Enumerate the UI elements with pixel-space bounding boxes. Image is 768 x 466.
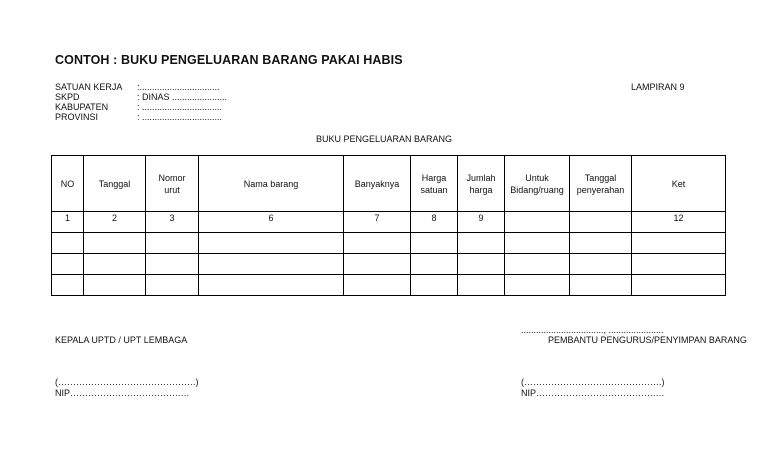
signature-right-name: (……………………………………….) [521, 377, 665, 387]
table-cell [632, 275, 726, 296]
header-nomor-urut: Nomor urut [146, 156, 199, 212]
column-number: 1 [52, 212, 84, 233]
signature-right-nip: NIP………………………………….… [521, 388, 665, 398]
table-cell [632, 233, 726, 254]
column-number [570, 212, 632, 233]
column-number: 9 [458, 212, 505, 233]
header-nama-barang: Nama barang [199, 156, 344, 212]
table-cell [52, 275, 84, 296]
header-no: NO [52, 156, 84, 212]
table-cell [84, 275, 146, 296]
signature-left-title: KEPALA UPTD / UPT LEMBAGA [55, 335, 188, 345]
lampiran-label: LAMPIRAN 9 [631, 82, 685, 92]
meta-value-skpd: : DINAS ...................... [137, 92, 228, 102]
column-number: 2 [84, 212, 146, 233]
table-cell [84, 254, 146, 275]
table-cell [199, 254, 344, 275]
document-title: CONTOH : BUKU PENGELUARAN BARANG PAKAI HABIS [55, 53, 403, 67]
header-ket: Ket [632, 156, 726, 212]
table-cell [505, 275, 570, 296]
table-row [52, 233, 726, 254]
header-tanggal-penyerahan: Tanggal penyerahan [570, 156, 632, 212]
table-cell [146, 275, 199, 296]
meta-label-skpd: SKPD [55, 92, 80, 102]
header-untuk-bidang: Untuk Bidang/ruang [505, 156, 570, 212]
header-banyaknya: Banyaknya [344, 156, 411, 212]
meta-label-kabupaten: KABUPATEN [55, 102, 109, 112]
meta-label-satuan-kerja: SATUAN KERJA [55, 82, 123, 92]
table-cell [52, 233, 84, 254]
header-harga-satuan: Harga satuan [411, 156, 458, 212]
meta-value-satuan-kerja: :................................ [137, 82, 220, 92]
expenditure-table [51, 155, 726, 296]
header-tanggal: Tanggal [84, 156, 146, 212]
column-number [505, 212, 570, 233]
table-cell [52, 254, 84, 275]
signature-left-nip: NIP……………………………….… [55, 388, 190, 398]
column-number: 3 [146, 212, 199, 233]
signature-place-date: ................................., ...................... [521, 325, 664, 335]
table-cell [458, 275, 505, 296]
table-row [52, 254, 726, 275]
table-row [52, 275, 726, 296]
table-cell [505, 254, 570, 275]
table-title: BUKU PENGELUARAN BARANG [315, 134, 453, 144]
table-cell [411, 233, 458, 254]
table-cell [344, 254, 411, 275]
meta-value-kabupaten: : ................................ [137, 102, 223, 112]
column-number: 6 [199, 212, 344, 233]
table-cell [411, 254, 458, 275]
table-cell [411, 275, 458, 296]
column-number: 8 [411, 212, 458, 233]
table-header-row [52, 156, 726, 212]
column-number-row [52, 212, 726, 233]
table-cell [570, 254, 632, 275]
meta-label-provinsi: PROVINSI [55, 112, 99, 122]
table-cell [505, 233, 570, 254]
table-cell [146, 254, 199, 275]
table-cell [632, 254, 726, 275]
table-cell [458, 233, 505, 254]
table-cell [344, 233, 411, 254]
table-cell [199, 275, 344, 296]
table-cell [344, 275, 411, 296]
table-cell [199, 233, 344, 254]
signature-left-name: (……………………………………….) [55, 377, 199, 387]
column-number: 12 [632, 212, 726, 233]
table-cell [570, 275, 632, 296]
table-cell [458, 254, 505, 275]
header-jumlah-harga: Jumlah harga [458, 156, 505, 212]
meta-value-provinsi: : ................................ [137, 112, 223, 122]
table-cell [146, 233, 199, 254]
signature-right-title: PEMBANTU PENGURUS/PENYIMPAN BARANG [548, 335, 747, 345]
table-cell [570, 233, 632, 254]
column-number: 7 [344, 212, 411, 233]
table-cell [84, 233, 146, 254]
